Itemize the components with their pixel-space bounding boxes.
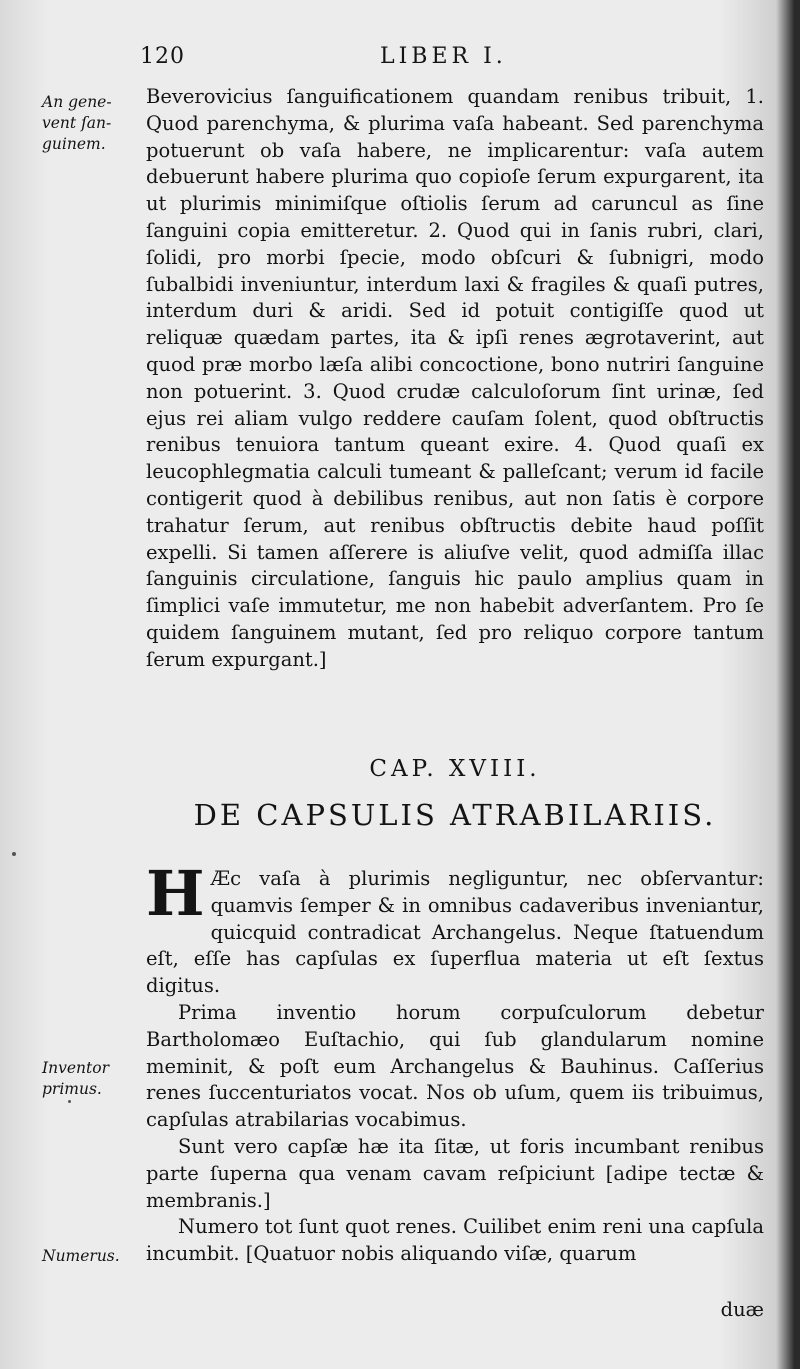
paragraph-numerus: Numero tot ſunt quot renes. Cuilibet enim reni una capſula incumbit. [Quatuor nobis aliquando viſæ, quarum [146,1215,764,1266]
margin-note-inventor: Inventor primus. [42,1059,109,1098]
page-number: 120 [140,44,185,69]
margin-note-numerus: Numerus. [42,1247,120,1265]
catchword: duæ [720,1298,764,1321]
paragraph-situs: Sunt vero capſæ hæ ita ſitæ, ut foris incumbant renibus parte ſuperna qua venam cavam reſpiciunt [adipe tectæ & membranis.] [146,1134,764,1212]
drop-cap: H [146,857,205,930]
paragraph-beverovicius: Beverovicius ſanguificationem quandam renibus tribuit, 1. Quod parenchyma, & plurima vaſa habeant. Sed parenchyma potuerunt ob vaſa habere, ne implicarentur: vaſa autem debuerunt habere plurima quo copioſe ſerum expurgarent, ita ut plurimis minimiſque oſtiolis ſerum ad caruncul as ſine ſanguini copia emitteretur. 2. Quod qui in ſanis rubri, clari, ſolidi, pro morbi ſpecie, modo obſcuri & ſubnigri, modo ſubalbidi inveniuntur, interdum laxi & fragiles & quaſi putres, interdum duri & aridi. Sed id potuit contigiſſe quod ut reliquæ quædam partes, ita & ipſi renes ægrotaverint, aut quod præ morbo læſa alibi concoctione, bono nutriri ſanguine non potuerint. 3. Quod crudæ calculoſorum ſint urinæ, ſed ejus rei aliam vulgo reddere cauſam ſolent, quod obſtructis renibus tenuiora tantum queant exire. 4. Quod quaſi ex leucophlegmatia calculi tumeant & palleſcant; verum id facile contigerit quod à debilibus renibus, aut non ſatis è corpore trahatur ſerum, aut renibus obſtructis debite haud poſſit expelli. Si tamen aſſerere is aliuſve velit, quod admiſſa illac ſanguinis circulatione, ſanguis hic paulo amplius quam in ſimplici vaſe immutetur, me non habebit adverſantem. Pro ſe quidem ſanguinem mutant, ſed pro reliquo corpore tantum ſerum expurgant.] [146,85,764,671]
running-title: LIBER I. [380,44,507,69]
margin-note-an-generent: An gene-vent ſan-guinem. [42,93,112,153]
ink-speck [68,1100,71,1103]
paragraph-inventio: Prima inventio horum corpuſculorum debetur Bartholomæo Euſtachio, qui ſub glandularum nomine meminit, & poſt eum Archangelus & Bauhinus. Caſſerius renes ſuccenturiatos vocat. Nos ob uſum, quem iis tribuimus, capſulas atrabilarias vocabimus. [146,1000,764,1132]
ink-speck [12,852,16,856]
chapter-title: DE CAPSULIS ATRABILARIIS. [193,798,717,832]
paragraph-intro [146,857,764,1000]
chapter-label: CAP. XVIII. [369,756,541,782]
section-text [146,84,764,674]
paragraph-intro-text: Æc vaſa à plurimis negliguntur, nec obſervantur: quamvis ſemper & in omnibus cadaveribus inveniantur, quicquid contradicat Archangelus. Neque ſtatuendum eſt, eſſe has capſulas ex ſuperflua materia ut eſt ſextus digitus. [146,867,764,998]
chapter-text [146,857,764,1268]
running-header [140,44,760,76]
